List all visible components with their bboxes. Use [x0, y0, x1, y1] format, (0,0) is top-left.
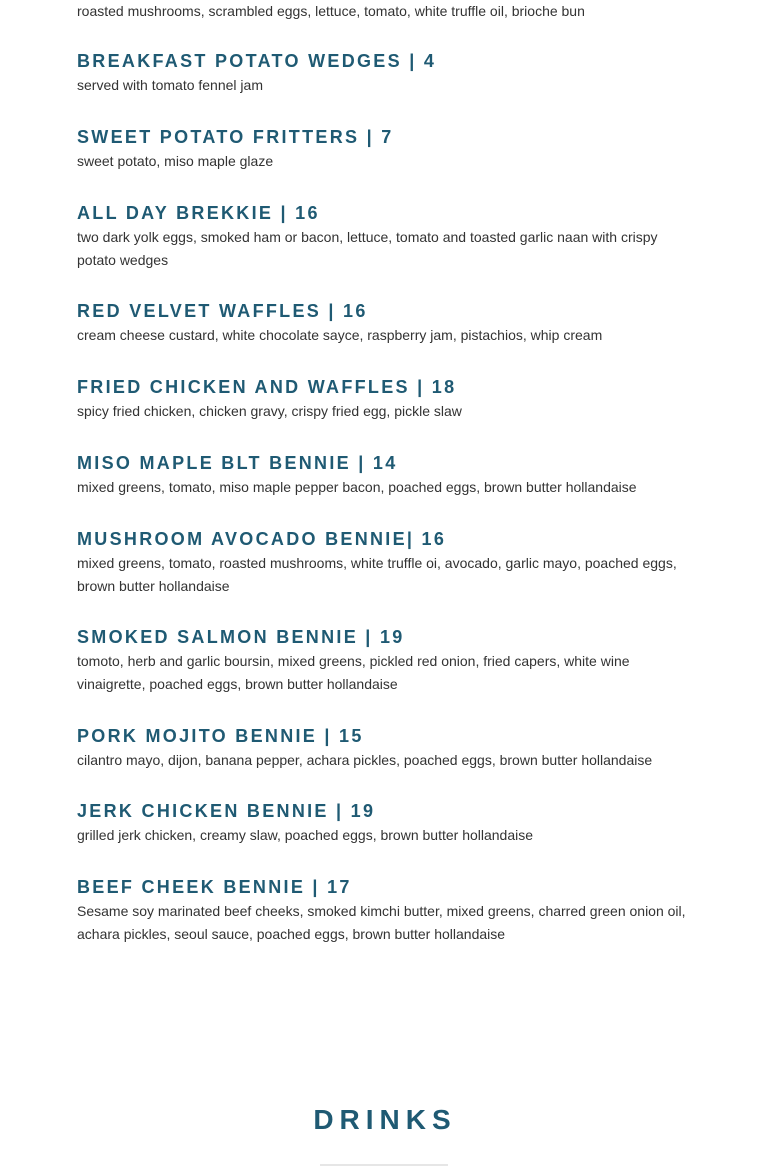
menu-item: [77, 201, 697, 272]
item-title: ALL DAY BREKKIE | 16: [77, 203, 320, 223]
menu-item: [77, 625, 697, 696]
menu-item: [77, 527, 697, 598]
item-title: JERK CHICKEN BENNIE | 19: [77, 801, 376, 821]
item-description: cream cheese custard, white chocolate sayce, raspberry jam, pistachios, whip cream: [77, 327, 603, 343]
item-title: BEEF CHEEK BENNIE | 17: [77, 877, 352, 897]
item-description: mixed greens, tomato, miso maple pepper bacon, poached eggs, brown butter hollandaise: [77, 479, 637, 495]
menu-item: [77, 299, 697, 347]
item-title: MUSHROOM AVOCADO BENNIE| 16: [77, 529, 447, 549]
item-description: roasted mushrooms, scrambled eggs, lettuce, tomato, white truffle oil, brioche bun: [77, 3, 585, 19]
menu-item: [77, 875, 697, 946]
item-title: SMOKED SALMON BENNIE | 19: [77, 627, 405, 647]
menu-item: [77, 125, 697, 173]
item-title: RED VELVET WAFFLES | 16: [77, 301, 368, 321]
item-title: FRIED CHICKEN AND WAFFLES | 18: [77, 377, 457, 397]
section-divider: [320, 1164, 448, 1166]
section-heading-drinks: DRINKS: [313, 1104, 457, 1135]
menu-item: [77, 375, 697, 423]
item-description: served with tomato fennel jam: [77, 77, 263, 93]
item-description: spicy fried chicken, chicken gravy, crispy fried egg, pickle slaw: [77, 403, 462, 419]
item-description: tomoto, herb and garlic boursin, mixed greens, pickled red onion, fried capers, white wine vinaigrette, poached eggs, brown butter hollandaise: [77, 653, 630, 692]
item-title: MISO MAPLE BLT BENNIE | 14: [77, 453, 398, 473]
item-description: two dark yolk eggs, smoked ham or bacon, lettuce, tomato and toasted garlic naan with crispy potato wedges: [77, 229, 658, 268]
item-title: PORK MOJITO BENNIE | 15: [77, 726, 364, 746]
menu-item: [77, 724, 697, 772]
menu-item: [77, 799, 697, 847]
menu-item: [77, 451, 697, 499]
item-description: Sesame soy marinated beef cheeks, smoked kimchi butter, mixed greens, charred green onion oil, achara pickles, seoul sauce, poached eggs, brown butter hollandaise: [77, 903, 686, 942]
item-description: cilantro mayo, dijon, banana pepper, achara pickles, poached eggs, brown butter hollandaise: [77, 752, 653, 768]
menu-item: [77, 49, 697, 97]
item-description: grilled jerk chicken, creamy slaw, poached eggs, brown butter hollandaise: [77, 827, 534, 843]
item-description: sweet potato, miso maple glaze: [77, 153, 274, 169]
item-title: BREAKFAST POTATO WEDGES | 4: [77, 51, 437, 71]
item-title: SWEET POTATO FRITTERS | 7: [77, 127, 394, 147]
item-description: mixed greens, tomato, roasted mushrooms, white truffle oi, avocado, garlic mayo, poached eggs, brown butter hollandaise: [77, 555, 677, 594]
